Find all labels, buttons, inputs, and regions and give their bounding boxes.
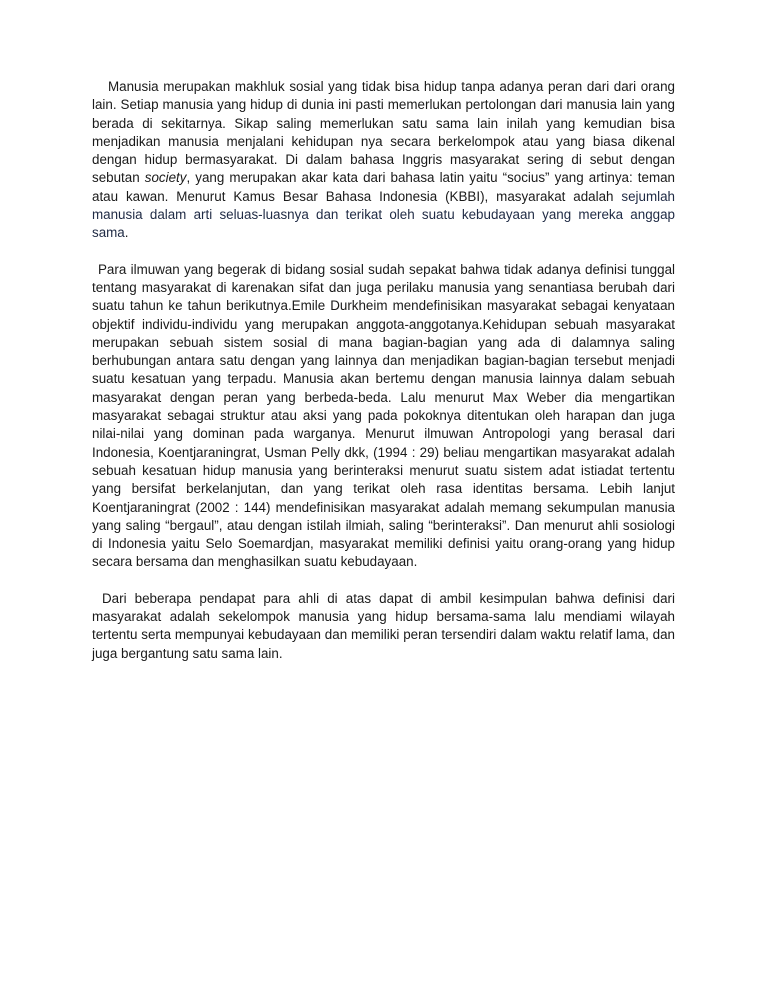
paragraph-introduction (92, 78, 675, 243)
paragraph-conclusion: Dari beberapa pendapat para ahli di atas dapat di ambil kesimpulan bahwa definisi dari masyarakat adalah sekelompok manusia yang hidup bersama-sama lalu mendiami wilayah tertentu serta mempunyai kebudayaan dan memiliki peran tersendiri dalam waktu relatif lama, dan juga bergantung satu sama lain. (92, 590, 675, 661)
intro-end-punctuation: . (124, 225, 129, 241)
kbbi-definition: sejumlah manusia dalam arti seluas-luasnya dan terikat oleh suatu kebudayaan yang mereka anggap sama (92, 188, 675, 241)
intro-text: Manusia merupakan makhluk sosial yang tidak bisa hidup tanpa adanya peran dari dari orang lain. Setiap manusia yang hidup di dunia ini pasti memerlukan pertolongan dari manusia lain yang berada di sekitarnya. Sikap saling memerlukan satu sama lain inilah yang kemudian bisa menjadikan manusia menjalani kehidupan nya secara berkelompok atau yang biasa dikenal dengan hidup bermasyarakat. Di dalam bahasa Inggris masyarakat sering di sebut dengan sebutan (92, 79, 675, 186)
intro-text-continued: , yang merupakan akar kata dari bahasa latin yaitu “socius” yang artinya: teman atau kawan. Menurut Kamus Besar Bahasa Indonesia (KBBI), masyarakat adalah (92, 170, 675, 204)
society-term: society (144, 170, 187, 186)
document-body (92, 78, 675, 663)
paragraph-expert-definitions: Para ilmuwan yang begerak di bidang sosial sudah sepakat bahwa tidak adanya definisi tunggal tentang masyarakat di karenakan sifat dan juga perilaku manusia yang senantiasa berubah dari suatu tahun ke tahun berikutnya.Emile Durkheim mendefinisikan masyarakat sebagai kenyataan objektif individu-individu yang merupakan anggota-anggotanya.Kehidupan sebuah masyarakat merupakan sebuah sistem sosial di mana bagian-bagian yang ada di dalamnya saling berhubungan antara satu dengan yang lainnya dan menjadikan bagian-bagian tersebut menjadi suatu kesatuan yang terpadu. Manusia akan bertemu dengan manusia lainnya dalam sebuah masyarakat dengan peran yang berbeda-beda. Lalu menurut Max Weber dia mengartikan masyarakat sebagai struktur atau aksi yang pada pokoknya ditentukan oleh harapan dan juga nilai-nilai yang dominan pada warganya. Menurut ilmuwan Antropologi yang berasal dari Indonesia, Koentjaraningrat, Usman Pelly dkk, (1994 : 29) beliau mengartikan masyarakat adalah sebuah kesatuan hidup manusia yang berinteraksi menurut suatu sistem adat istiadat tertentu yang bersifat berkelanjutan, dan yang terikat oleh rasa identitas bersama. Lebih lanjut Koentjaraningrat (2002 : 144) mendefinisikan masyarakat adalah memang sekumpulan manusia yang saling “bergaul”, atau dengan istilah ilmiah, saling “berinteraksi”. Dan menurut ahli sosiologi di Indonesia yaitu Selo Soemardjan, masyarakat memiliki definisi yaitu orang-orang yang hidup secara bersama dan menghasilkan suatu kebudayaan. (92, 261, 675, 570)
